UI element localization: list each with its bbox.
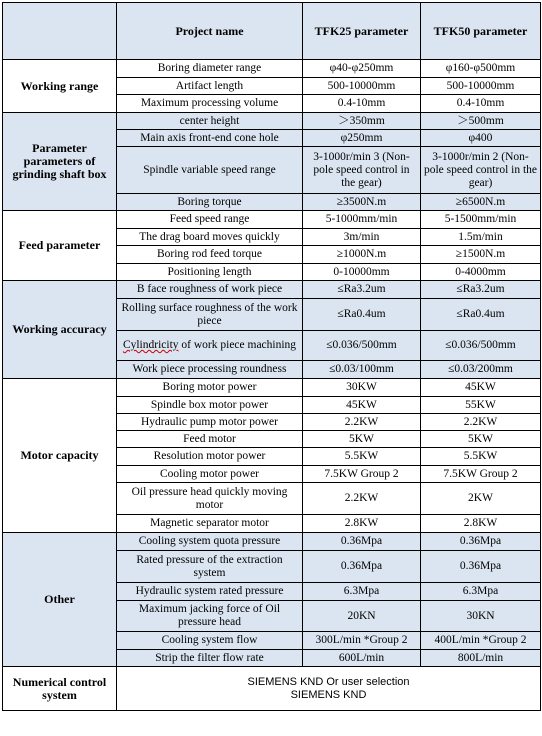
row-label: Boring torque	[117, 194, 303, 211]
tfk25-value: ≤0.036/500mm	[303, 331, 421, 361]
tfk50-value: 2.8KW	[421, 515, 541, 533]
row-label: Cooling motor power	[117, 466, 303, 483]
category-working-accuracy: Working accuracy	[3, 281, 117, 379]
tfk25-value: ＞350mm	[303, 113, 421, 130]
tfk25-value: 3m/min	[303, 229, 421, 246]
row-label: Artifact length	[117, 78, 303, 95]
row-label: Rolling surface roughness of the work piece	[117, 299, 303, 331]
spec-table-container	[2, 2, 541, 711]
numerical-control-row	[3, 667, 541, 711]
header-tfk50: TFK50 parameter	[421, 3, 541, 60]
table-row	[3, 379, 541, 397]
row-label: Cooling system flow	[117, 632, 303, 650]
tfk25-value: 0.4-10mm	[303, 95, 421, 113]
tfk25-value: 500-10000mm	[303, 78, 421, 95]
nc-value-line1: SIEMENS KND Or user selection	[247, 675, 410, 688]
tfk50-value: ≤0.03/200mm	[421, 361, 541, 379]
table-row	[3, 281, 541, 299]
row-label: Hydraulic system rated pressure	[117, 583, 303, 601]
row-label: The drag board moves quickly	[117, 229, 303, 246]
tfk25-value: 45KW	[303, 397, 421, 414]
tfk50-value: 800L/min	[421, 650, 541, 667]
tfk50-value: 0-4000mm	[421, 264, 541, 281]
row-label: Oil pressure head quickly moving motor	[117, 483, 303, 515]
tfk50-value: 2KW	[421, 483, 541, 515]
tfk50-value: ≤0.036/500mm	[421, 331, 541, 361]
tfk25-value: 30KW	[303, 379, 421, 397]
row-label: Magnetic separator motor	[117, 515, 303, 533]
tfk25-value: 2.2KW	[303, 414, 421, 431]
category-feed-parameter: Feed parameter	[3, 211, 117, 281]
tfk50-value: 0.36Mpa	[421, 533, 541, 551]
tfk25-value: 20KN	[303, 601, 421, 632]
table-row	[3, 60, 541, 78]
row-label: Resolution motor power	[117, 448, 303, 466]
tfk25-value: 5-1000mm/min	[303, 211, 421, 229]
tfk50-value: 500-10000mm	[421, 78, 541, 95]
tfk50-value: 5KW	[421, 431, 541, 448]
tfk25-value: 2.2KW	[303, 483, 421, 515]
tfk50-value: 0.36Mpa	[421, 551, 541, 583]
row-label: Feed motor	[117, 431, 303, 448]
tfk50-value: 7.5KW Group 2	[421, 466, 541, 483]
tfk50-value: 6.3Mpa	[421, 583, 541, 601]
tfk25-value: ≤0.03/100mm	[303, 361, 421, 379]
row-label	[117, 331, 303, 361]
nc-value-line2: SIEMENS KND	[290, 688, 367, 701]
tfk25-value: 300L/min *Group 2	[303, 632, 421, 650]
tfk25-value: 5.5KW	[303, 448, 421, 466]
row-label: center height	[117, 113, 303, 130]
tfk25-value: 6.3Mpa	[303, 583, 421, 601]
table-row	[3, 211, 541, 229]
tfk25-value: 5KW	[303, 431, 421, 448]
tfk25-value: 3-1000r/min 3 (Non-pole speed control in the gear)	[303, 147, 421, 194]
row-label: Maximum jacking force of Oil pressure head	[117, 601, 303, 632]
tfk25-value: 2.8KW	[303, 515, 421, 533]
tfk25-value: 600L/min	[303, 650, 421, 667]
table-row	[3, 533, 541, 551]
tfk25-value: 0.36Mpa	[303, 551, 421, 583]
category-motor-capacity: Motor capacity	[3, 379, 117, 533]
category-grinding-shaft-box: Parameter parameters of grinding shaft box	[3, 113, 117, 211]
tfk25-value: ≤Ra3.2um	[303, 281, 421, 299]
tfk25-value: 0.36Mpa	[303, 533, 421, 551]
tfk50-value: ≥6500N.m	[421, 194, 541, 211]
numerical-control-value	[117, 667, 541, 711]
tfk25-value: 7.5KW Group 2	[303, 466, 421, 483]
tfk50-value: φ160-φ500mm	[421, 60, 541, 78]
row-label: Feed speed range	[117, 211, 303, 229]
row-label: Strip the filter flow rate	[117, 650, 303, 667]
row-label: Main axis front-end cone hole	[117, 130, 303, 147]
category-other: Other	[3, 533, 117, 667]
row-label: Boring diameter range	[117, 60, 303, 78]
row-label: Hydraulic pump motor power	[117, 414, 303, 431]
tfk25-value: φ40-φ250mm	[303, 60, 421, 78]
header-row	[3, 3, 541, 60]
row-label: Cooling system quota pressure	[117, 533, 303, 551]
tfk50-value: 5.5KW	[421, 448, 541, 466]
tfk50-value: 3-1000r/min 2 (Non-pole speed control in the gear)	[421, 147, 541, 194]
tfk50-value: φ400	[421, 130, 541, 147]
tfk50-value: ≤Ra0.4um	[421, 299, 541, 331]
table-row	[3, 113, 541, 130]
tfk25-value: ≥1000N.m	[303, 246, 421, 264]
header-blank-cell	[3, 3, 117, 60]
category-numerical-control: Numerical control system	[3, 667, 117, 711]
row-label: Boring rod feed torque	[117, 246, 303, 264]
tfk25-value: 0-10000mm	[303, 264, 421, 281]
row-label: Maximum processing volume	[117, 95, 303, 113]
tfk25-value: ≤Ra0.4um	[303, 299, 421, 331]
category-working-range: Working range	[3, 60, 117, 113]
row-label: Boring motor power	[117, 379, 303, 397]
header-project-name: Project name	[117, 3, 303, 60]
tfk50-value: 45KW	[421, 379, 541, 397]
tfk50-value: 400L/min *Group 2	[421, 632, 541, 650]
tfk50-value: 5-1500mm/min	[421, 211, 541, 229]
row-label: Spindle variable speed range	[117, 147, 303, 194]
tfk25-value: φ250mm	[303, 130, 421, 147]
tfk50-value: 2.2KW	[421, 414, 541, 431]
row-label: Rated pressure of the extraction system	[117, 551, 303, 583]
row-label-rest: of work piece machining	[178, 339, 297, 351]
row-label: Positioning length	[117, 264, 303, 281]
header-tfk25: TFK25 parameter	[303, 3, 421, 60]
tfk50-value: 55KW	[421, 397, 541, 414]
tfk50-value: ≤Ra3.2um	[421, 281, 541, 299]
row-label: Work piece processing roundness	[117, 361, 303, 379]
row-label: Spindle box motor power	[117, 397, 303, 414]
tfk25-value: ≥3500N.m	[303, 194, 421, 211]
tfk50-value: 1.5m/min	[421, 229, 541, 246]
tfk50-value: 0.4-10mm	[421, 95, 541, 113]
tfk50-value: ≥1500N.m	[421, 246, 541, 264]
parameter-table	[2, 2, 541, 711]
tfk50-value: ＞500mm	[421, 113, 541, 130]
row-label: B face roughness of work piece	[117, 281, 303, 299]
spellcheck-word: Cylindricity	[122, 339, 179, 351]
tfk50-value: 30KN	[421, 601, 541, 632]
